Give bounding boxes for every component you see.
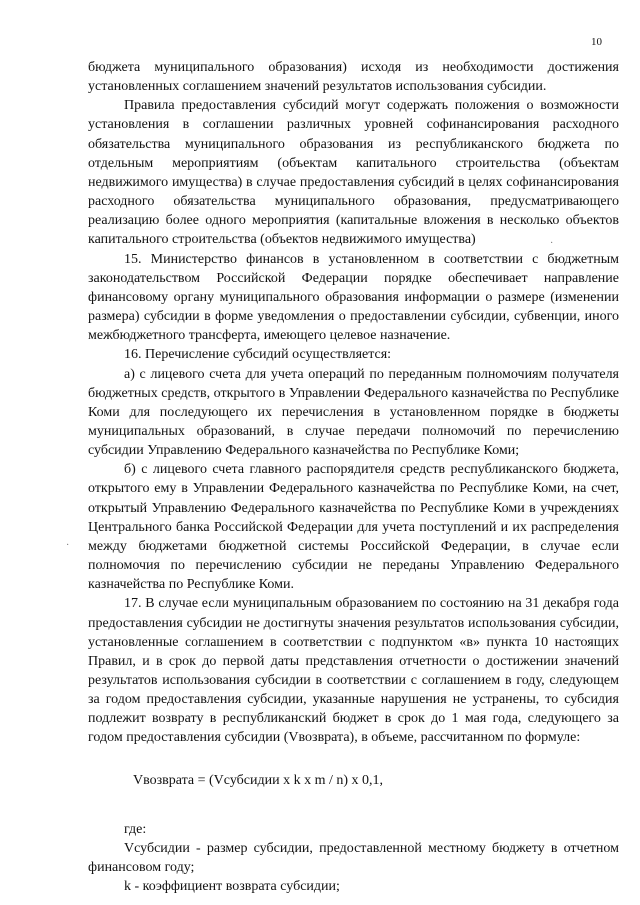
scan-speck: · bbox=[66, 540, 70, 551]
paragraph-16a: а) с лицевого счета для учета операций по переданным полномочиям получателя бюджетных средств, открытого в Управлении Федерального казначейства по Республике Коми для последующего их перечисления в установленном порядке в бюджеты муниципальных образований, в случае передачи полномочий по перечислению субсидии Управлению Федерального казначейства по Республике Коми; bbox=[88, 366, 619, 459]
formula: Vвозврата = (Vсубсидии x k x m / n) x 0,1, bbox=[133, 772, 384, 788]
paragraph-continuation: бюджета муниципального образования) исходя из необходимости достижения установленных соглашением значений результатов использования субсидии. bbox=[88, 60, 619, 95]
page-number: 10 bbox=[591, 36, 602, 48]
document-body bbox=[88, 58, 619, 896]
paragraph-16: 16. Перечисление субсидий осуществляется: bbox=[124, 347, 392, 363]
where-label: где: bbox=[124, 821, 147, 837]
paragraph-rules: Правила предоставления субсидий могут содержать положения о возможности установления в соглашении различных уровней софинансирования расходного обязательства муниципального образования из республиканского бюджета по отдельным мероприятиям (объектам капитального строительства (объектам недвижимого имущества) в случае предоставления субсидий в целях софинансирования расходного обязательства муниципального образования, предусматривающего реализацию более одного мероприятия (капитальные вложения в несколько объектов капитального строительства (объектов недвижимого имущества) bbox=[88, 98, 619, 248]
paragraph-16b: б) с лицевого счета главного распорядителя средств республиканского бюджета, открытого ему в Управлении Федерального казначейства по Республике Коми, на счет, открытый Управлению Федерального казначейства по Республике Коми в учреждениях Центрального банка Российской Федерации для учета поступлений и их распределения между бюджетами бюджетной системы Российской Федерации, в случае если полномочия по перечислению субсидии не переданы Управлению Федерального казначейства по Республике Коми. bbox=[88, 462, 619, 593]
definition-v-subsidy: Vсубсидии - размер субсидии, предоставленной местному бюджету в отчетном финансовом году; bbox=[88, 840, 619, 876]
definition-k: k - коэффициент возврата субсидии; bbox=[124, 879, 340, 895]
scan-speck: · bbox=[550, 238, 554, 249]
paragraph-17: 17. В случае если муниципальным образованием по состоянию на 31 декабря года предоставления субсидии не достигнуты значения результатов использования субсидии, установленные соглашением в соответствии с подпунктом «в» пункта 10 настоящих Правил, и в срок до первой даты представления отчетности о достижении значений результатов использования субсидии в соответствии с соглашением в году, следующем за годом предоставления субсидии, указанные нарушения не устранены, то субсидия подлежит возврату в республиканский бюджет в срок до 1 мая года, следующего за годом предоставления субсидии (Vвозврата), в объеме, рассчитанном по формуле: bbox=[88, 596, 619, 746]
paragraph-15: 15. Министерство финансов в установленном в соответствии с бюджетным законодательством Российской Федерации порядке обеспечивает направление финансовому органу муниципального образования информации о размере (изменении размера) субсидии в форме уведомления о предоставлении субсидии, субвенции, иного межбюджетного трансферта, имеющего целевое назначение. bbox=[88, 251, 619, 344]
